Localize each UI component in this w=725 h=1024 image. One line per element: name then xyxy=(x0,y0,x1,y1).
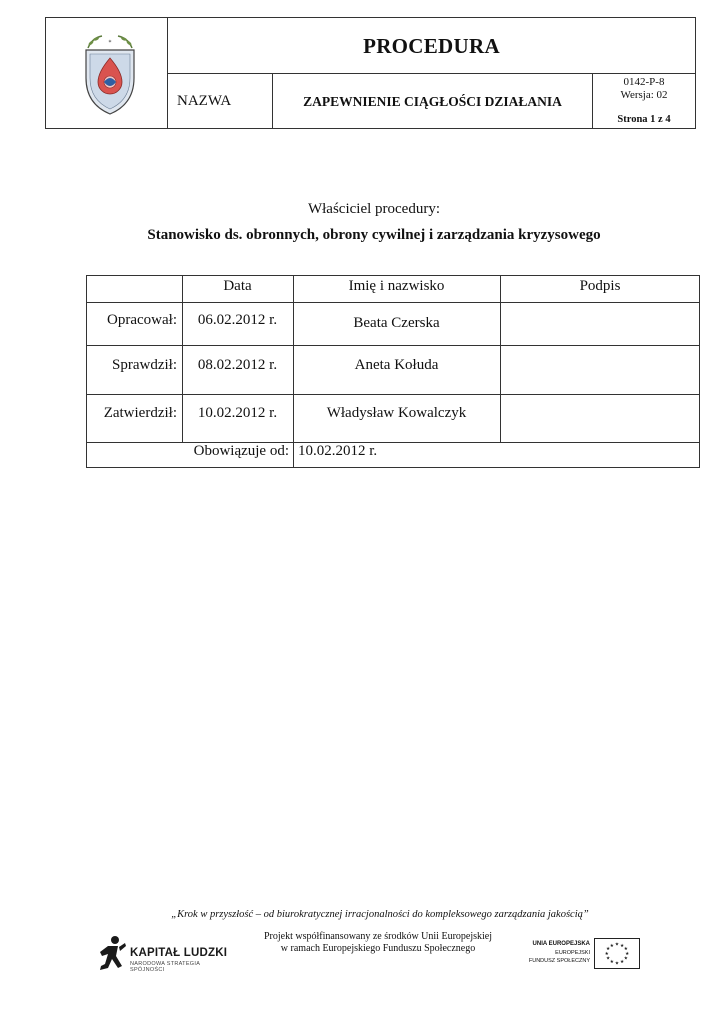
table-rule xyxy=(87,394,699,395)
footer-motto: „Krok w przyszłość – od biurokratycznej irracjonalności do kompleksowego zarządzania jakością” xyxy=(171,909,589,920)
row-role: Zatwierdził: xyxy=(103,405,177,421)
svg-text:✶: ✶ xyxy=(107,40,113,45)
svg-text:★: ★ xyxy=(620,959,625,965)
eu-flag-icon xyxy=(594,938,640,969)
coat-of-arms-icon xyxy=(82,34,138,116)
row-date: 06.02.2012 r. xyxy=(197,312,278,328)
row-person: Beata Czerska xyxy=(353,315,440,331)
approval-table xyxy=(86,275,700,468)
svg-text:★: ★ xyxy=(609,959,614,965)
svg-text:★: ★ xyxy=(606,947,611,953)
row-role: Sprawdził: xyxy=(112,357,177,373)
column-header-date: Data xyxy=(223,278,252,294)
svg-text:★: ★ xyxy=(614,961,620,967)
row-role: Opracował: xyxy=(107,312,177,328)
svg-text:★: ★ xyxy=(620,943,625,949)
document-header xyxy=(45,17,696,129)
svg-text:★: ★ xyxy=(604,951,609,957)
logo-right-line-3: FUNDUSZ SPOŁECZNY xyxy=(528,958,590,964)
name-label: NAZWA xyxy=(177,93,232,109)
logo-left-title: KAPITAŁ LUDZKI xyxy=(130,947,228,959)
procedure-code: 0142-P-8 xyxy=(623,76,665,88)
effective-date: 10.02.2012 r. xyxy=(298,443,378,459)
page-number: Strona 1 z 4 xyxy=(617,114,671,125)
running-figure-icon xyxy=(96,934,126,974)
procedure-name: ZAPEWNIENIE CIĄGŁOŚCI DZIAŁANIA xyxy=(303,94,562,109)
project-line-1: Projekt współfinansowany ze środków Unii Europejskiej xyxy=(263,931,493,942)
row-date: 10.02.2012 r. xyxy=(197,405,278,421)
row-person: Aneta Kołuda xyxy=(354,357,439,373)
eu-logo xyxy=(528,938,642,970)
svg-text:★: ★ xyxy=(623,956,628,962)
svg-text:★: ★ xyxy=(614,942,620,948)
owner-value: Stanowisko ds. obronnych, obrony cywilnej i zarządzania kryzysowego xyxy=(147,227,601,243)
effective-label: Obowiązuje od: xyxy=(193,443,289,459)
row-date: 08.02.2012 r. xyxy=(197,357,278,373)
owner-label: Właściciel procedury: xyxy=(307,201,441,217)
header-divider xyxy=(167,73,695,74)
procedure-version: Wersja: 02 xyxy=(620,89,668,101)
table-rule xyxy=(87,302,699,303)
table-rule xyxy=(500,276,501,442)
row-person: Władysław Kowalczyk xyxy=(326,405,467,421)
svg-text:★: ★ xyxy=(623,947,628,953)
column-header-signature: Podpis xyxy=(579,278,621,294)
document-type-title: PROCEDURA xyxy=(363,34,500,58)
logo-left-subtitle: NARODOWA STRATEGIA SPÓJNOŚCI xyxy=(130,961,200,973)
logo-right-line-2: EUROPEJSKI xyxy=(555,950,590,956)
table-rule xyxy=(87,345,699,346)
logo-right-line-1: UNIA EUROPEJSKA xyxy=(532,941,590,947)
column-header-name: Imię i nazwisko xyxy=(348,278,445,294)
svg-text:★: ★ xyxy=(625,951,630,957)
kapital-ludzki-logo xyxy=(96,934,236,974)
svg-text:★: ★ xyxy=(609,943,614,949)
project-line-2: w ramach Europejskiego Funduszu Społecznego xyxy=(280,943,476,954)
svg-text:★: ★ xyxy=(606,956,611,962)
